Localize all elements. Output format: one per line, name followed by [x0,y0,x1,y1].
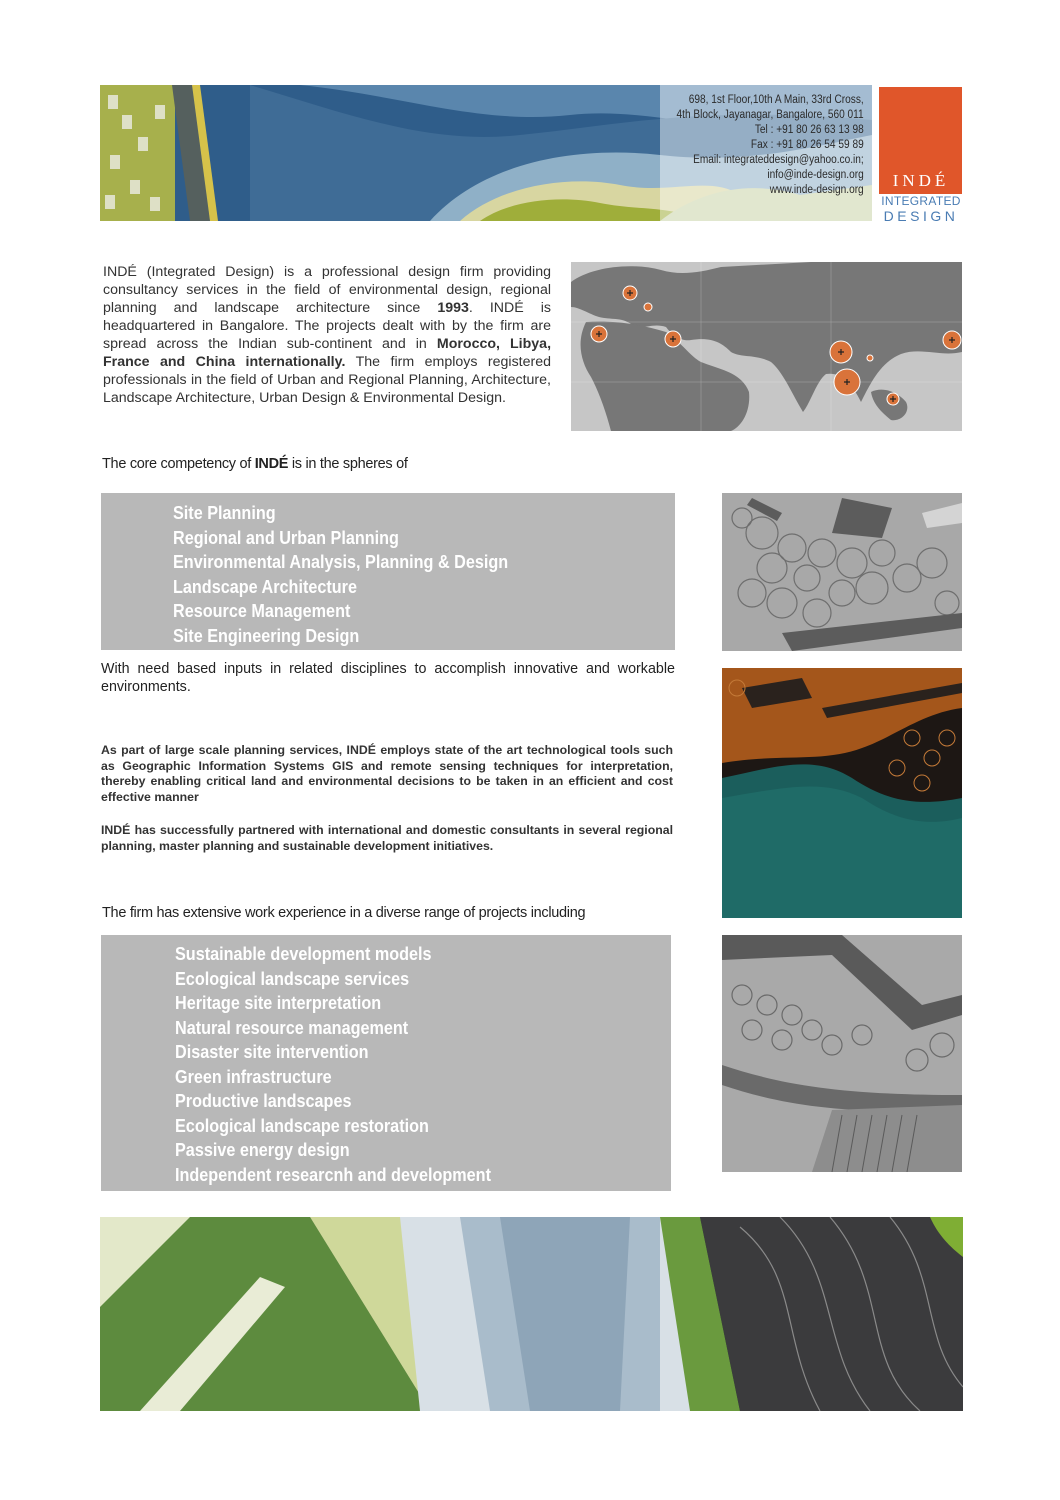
landscape-masterplan-banner-image [100,1217,963,1411]
logo-wordmark: INDÉ [892,171,950,190]
list-item: Site Engineering Design [173,625,360,646]
project-locations-map [571,262,962,431]
contact-address-block [677,93,864,198]
intro-paragraph [103,263,551,407]
list-item: Independent researcnh and development [175,1164,491,1185]
header-banner-image [100,85,872,221]
intro-text: INDÉ (Integrated Design) is a professional design firm providing consultancy services in the field of environmental design, regional planning and landscape architecture since [103,264,551,316]
address-line: 698, 1st Floor,10th A Main, 33rd Cross, [689,94,864,106]
experience-list [175,942,526,1187]
logo-subtitle-integrated: INTEGRATED [881,194,961,208]
gis-services-paragraph: As part of large scale planning services, INDÉ employs state of the art technological tools such as Geographic Information Systems GIS and remote sensing techniques for interpretation, thereby enabling critical land and environmental decisions to be taken in an efficient and cost effective manner [101,743,673,804]
website-link[interactable]: www.inde-design.org [770,184,864,196]
list-item: Resource Management [173,601,351,621]
core-competency-list [173,501,545,648]
fax-line: Fax : +91 80 26 54 59 89 [751,139,864,151]
list-item: Natural resource management [175,1017,409,1038]
address-line: 4th Block, Jayanagar, Bangalore, 560 011 [676,109,864,121]
international-countries: Morocco, Libya, France and China internationally. [103,336,552,370]
firm-name: INDÉ [254,456,289,472]
list-item: Site Planning [173,503,276,523]
telephone-line: Tel : +91 80 26 63 13 98 [755,124,864,136]
list-item: Ecological landscape services [175,968,410,989]
list-item: Green infrastructure [175,1066,332,1087]
list-item: Passive energy design [175,1140,350,1160]
core-competency-lead [102,456,408,472]
list-item: Regional and Urban Planning [173,527,399,548]
list-item: Productive landscapes [175,1091,352,1111]
lead-text: is in the spheres of [288,456,408,472]
list-item: Sustainable development models [175,944,432,964]
intro-text: . INDÉ is headquartered in Bangalore. The projects dealt with by the firm are spread across the Indian sub-continent and in [103,300,552,352]
landscape-plan-colour-image [722,668,962,918]
list-item: Heritage site interpretation [175,993,382,1013]
founding-year: 1993 [437,300,469,316]
site-plan-drawing-image [722,493,962,651]
logo-subtitle-design: DESIGN [883,208,959,224]
lead-text: The core competency of [102,456,255,472]
email-line[interactable]: Email: integrateddesign@yahoo.co.in; [693,154,864,166]
list-item: Landscape Architecture [173,576,357,597]
list-item: Environmental Analysis, Planning & Design [173,552,509,572]
email-line-2[interactable]: info@inde-design.org [767,169,864,181]
intro-text: The firm employs registered professionals in the field of Urban and Regional Planning, Architecture, Landscape Architecture, Urban Design & Environmental Design. [103,354,551,406]
experience-lead: The firm has extensive work experience in a diverse range of projects including [102,905,586,921]
site-plan-grey-image [722,935,962,1172]
partnership-paragraph: INDÉ has successfully partnered with international and domestic consultants in several regional planning, master planning and sustainable development initiatives. [101,823,673,853]
list-item: Ecological landscape restoration [175,1115,429,1136]
need-based-inputs-text: With need based inputs in related disciplines to accomplish innovative and workable environments. [101,661,675,695]
list-item: Disaster site intervention [175,1042,369,1062]
